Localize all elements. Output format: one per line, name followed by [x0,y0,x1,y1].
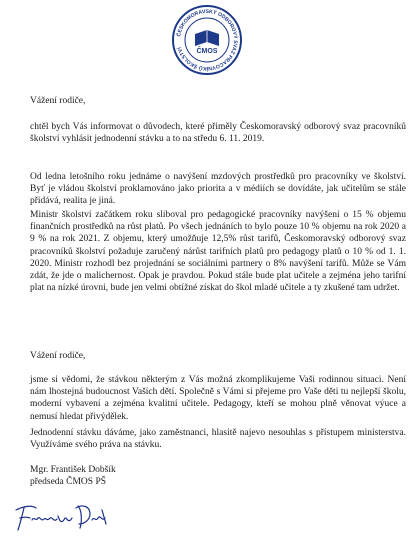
signature-block [30,464,406,488]
paragraph-intro: chtěl bych Vás informovat o důvodech, které přiměly Českomoravský odborový svaz pracovníků školství vyhlásit jednodenní stávku a to na středu 6. 11. 2019. [30,122,406,145]
logo-abbr: ČMOS [196,48,218,55]
signer-name: Mgr. František Dobšík [30,465,116,475]
paragraph-january: Od ledna letošního roku jednáme o navýšení mzdových prostředků pro pracovníky ve školství. Byť je vládou školství proklamováno jako priorita a v médiích se dovídáte, jak učitelům se stále přidává, realita je jiná. [30,172,406,207]
paragraph-minister: Ministr školství začátkem roku sliboval pro pedagogické pracovníky navýšení o 15 % objemu finančních prostředků na růst platů. Po všech jednáních to bylo pouze 10 % objemu na rok 2020 a 9 % na rok 2021. Z objemu, který umožňuje 12,5% růst tarifů, Českomoravský odborový svaz pracovníků školství požaduje zaručený nárůst tarifních platů pro pedagogy platů o 10 % od 1. 1. 2020. Ministr rozhodl bez projednání se sociálními partnery o 8% navýšení tarifů. Může se Vám zdát, že jde o malichernost. Opak je pravdou. Pokud stále bude plat učitele a zejména jeho tarifní plat na nízké úrovni, bude jen velmi obtížné získat do škol mladé učitele a ty zkušené tam udržet. [30,210,406,294]
paragraph-strike: Jednodenní stávku dáváme, jako zaměstnanci, hlasitě najevo nesouhlas s přístupem ministerstva. Využíváme svého práva na stávku. [30,428,406,451]
logo-ring-text: ČESKOMORAVSKÝ ODBOROVÝ SVAZ PRACOVNÍKŮ ŠKOLSTVÍ [176,8,239,72]
paragraph-aware: jsme si vědomi, že stávkou některým z Vás možná zkomplikujeme Vaši rodinnou situaci. Není nám lhostejná budoucnost Vašich dětí. Společně s Vámi si přejeme pro Vaše děti tu nejlepší školu, moderní vybavení a zejména kvalitní učitele. Pedagogy, kteří se mohou plně věnovat výuce a nemusí hledat přivýdělek. [30,375,406,422]
signer-title: předseda ČMOS PŠ [30,477,107,488]
salutation-1: Vážení rodiče, [30,96,86,106]
handwritten-signature [10,496,115,536]
cmos-logo [171,4,243,76]
salutation-2: Vážení rodiče, [30,351,86,361]
